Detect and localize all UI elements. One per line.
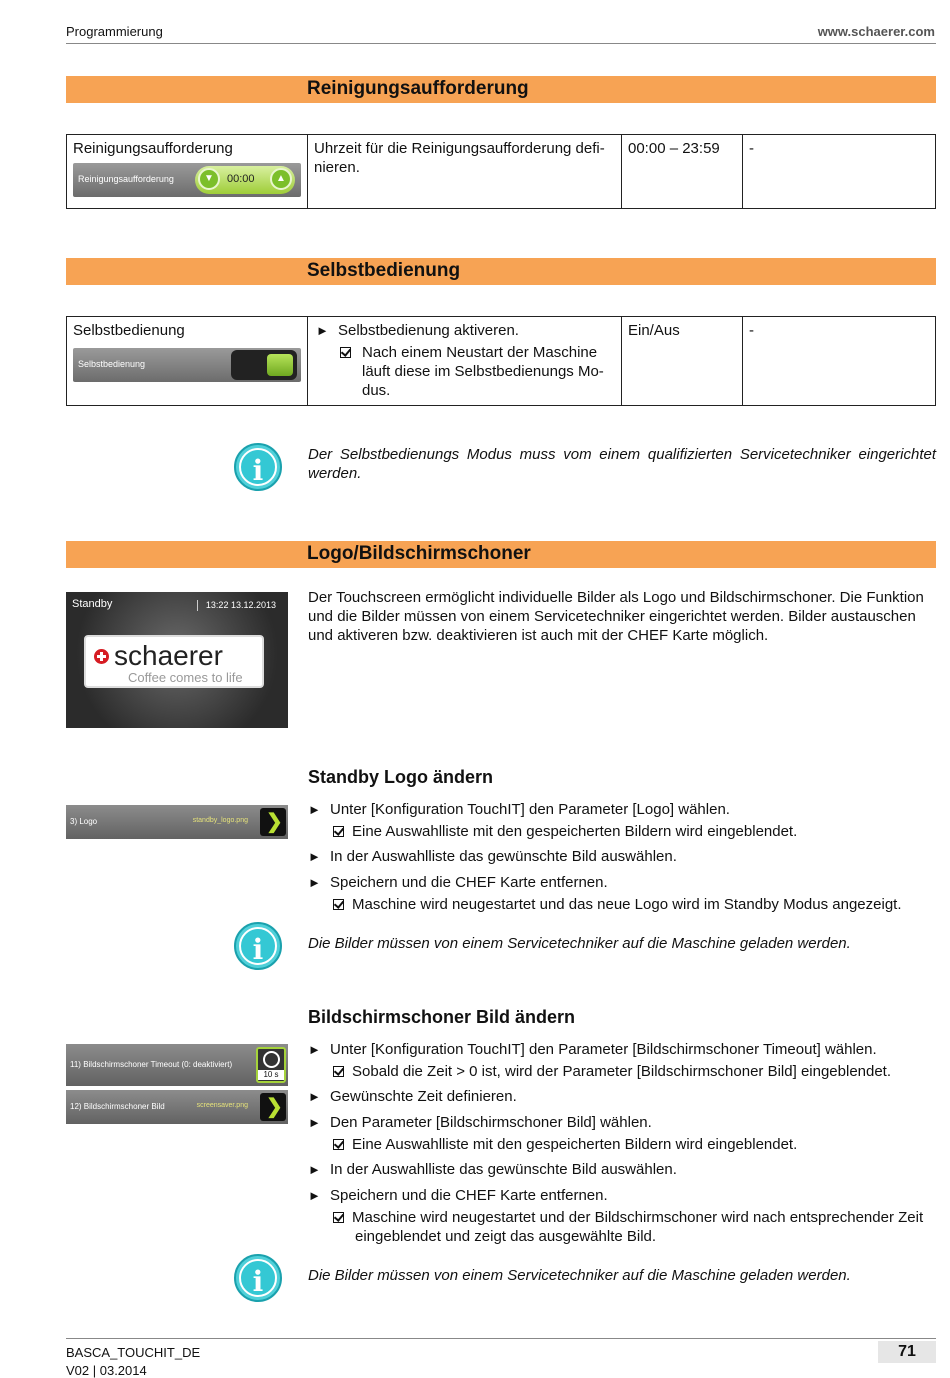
section-bar-cleaning	[66, 76, 936, 103]
result-text: Nach einem Neustart der Maschine läuft diese im Selbstbedienungs Mo-dus.	[362, 344, 604, 399]
triangle-right-icon: ►	[308, 1188, 321, 1203]
param-name-cell	[67, 317, 308, 406]
time-stepper[interactable]	[195, 166, 295, 194]
checkbox-checked-icon	[333, 1212, 344, 1223]
step-text: Speichern und die CHEF Karte entfernen.	[330, 1187, 608, 1204]
step-item	[308, 1040, 877, 1059]
checkbox-checked-icon	[333, 1066, 344, 1077]
logo-intro-text: Der Touchscreen ermöglicht individuelle Bilder als Logo und Bildschirmschoner. Die Funktion und die Bilder müssen von einem Servicetechniker eingerichtet werden. Bilder austauschen und aktiveren bzw. deaktivieren ist auch mit der CHEF Karte möglich.	[308, 589, 924, 644]
chevron-right-icon[interactable]: ❯	[260, 1093, 286, 1121]
cleaning-parameter-table	[66, 134, 936, 209]
triangle-right-icon: ►	[308, 849, 321, 864]
widget-label: Reinigungsaufforderung	[78, 174, 174, 184]
step-text: Speichern und die CHEF Karte entfernen.	[330, 874, 608, 891]
logo-brand: schaerer	[114, 640, 223, 671]
widget-label: Selbstbedienung	[78, 359, 146, 369]
triangle-right-icon: ►	[308, 875, 321, 890]
logo-parameter-widget[interactable]	[66, 805, 288, 839]
param-name: Selbstbedienung	[73, 322, 185, 339]
step-item	[308, 800, 730, 819]
standby-logo-heading: Standby Logo ändern	[308, 767, 494, 787]
step-item	[314, 321, 615, 340]
self-service-parameter-table	[66, 316, 936, 406]
self-service-widget	[73, 348, 301, 382]
result-item	[333, 1062, 891, 1081]
section-title-logo: Logo/Bildschirmschoner	[307, 543, 531, 564]
param-description: Uhrzeit für die Reinigungsaufforderung defi-nieren.	[308, 135, 622, 209]
timer-icon[interactable]	[256, 1047, 286, 1083]
result-text: Eine Auswahlliste mit den gespeicherten Bildern wird eingeblendet.	[352, 823, 798, 840]
result-item	[314, 343, 615, 400]
decrease-icon[interactable]: ▼	[198, 168, 220, 190]
chevron-right-icon[interactable]: ❯	[260, 808, 286, 836]
param-range: 00:00 – 23:59	[622, 135, 743, 209]
step-text: In der Auswahlliste das gewünschte Bild auswählen.	[330, 1161, 677, 1178]
table-row	[67, 317, 936, 406]
step-text: Unter [Konfiguration TouchIT] den Parameter [Bildschirmschoner Timeout] wählen.	[330, 1041, 877, 1058]
triangle-right-icon: ►	[308, 1162, 321, 1177]
checkbox-checked-icon	[333, 826, 344, 837]
section-title-self-service: Selbstbedienung	[307, 260, 461, 281]
dial-icon	[263, 1051, 280, 1068]
result-text: Eine Auswahlliste mit den gespeicherten Bildern wird eingeblendet.	[352, 1136, 798, 1153]
result-item	[333, 1208, 923, 1227]
footer-divider	[66, 1338, 936, 1339]
self-service-note: Der Selbstbedienungs Modus muss vom einem qualifizierten Servicetechniker eingerichtet werden.	[308, 446, 936, 482]
screensaver-note: Die Bilder müssen von einem Servicetechniker auf die Maschine geladen werden.	[308, 1267, 851, 1284]
step-text: In der Auswahlliste das gewünschte Bild auswählen.	[330, 848, 677, 865]
toggle-knob	[267, 354, 293, 376]
result-text: Sobald die Zeit > 0 ist, wird der Parameter [Bildschirmschoner Bild] eingeblendet.	[352, 1063, 892, 1080]
result-text-continued: eingeblendet und zeigt das ausgewählte Bild.	[355, 1228, 657, 1245]
step-item	[308, 1113, 652, 1132]
info-icon: i	[234, 1254, 282, 1302]
param-range: Ein/Aus	[622, 317, 743, 406]
widget-label: 11) Bildschirmschoner Timeout (0: deaktiviert)	[70, 1060, 233, 1069]
widget-label: 3) Logo	[70, 817, 98, 826]
step-text: Den Parameter [Bildschirmschoner Bild] wählen.	[330, 1114, 652, 1131]
step-item	[308, 1087, 517, 1106]
header-section: Programmierung	[66, 24, 163, 39]
timeout-value: 10 s	[258, 1070, 284, 1080]
table-row	[67, 135, 936, 209]
cleaning-time-widget	[73, 163, 301, 197]
info-icon: i	[234, 922, 282, 970]
widget-label: 12) Bildschirmschoner Bild	[70, 1102, 165, 1111]
step-item	[308, 847, 677, 866]
footer-doc-id: BASCA_TOUCHIT_DE	[66, 1345, 201, 1360]
widget-value: standby_logo.png	[192, 817, 248, 824]
triangle-right-icon: ►	[308, 1115, 321, 1130]
checkbox-checked-icon	[340, 347, 351, 358]
result-text: Maschine wird neugestartet und das neue Logo wird im Standby Modus angezeigt.	[352, 896, 902, 913]
header-divider	[66, 43, 936, 44]
schaerer-logo	[84, 635, 264, 688]
param-default: -	[743, 317, 936, 406]
swiss-cross-icon	[94, 649, 109, 664]
step-text: Selbstbedienung aktiveren.	[338, 322, 519, 339]
step-item	[308, 1160, 677, 1179]
param-default: -	[743, 135, 936, 209]
result-item	[333, 895, 902, 914]
step-item	[308, 873, 608, 892]
increase-icon[interactable]: ▲	[270, 168, 292, 190]
checkbox-checked-icon	[333, 1139, 344, 1150]
triangle-right-icon: ►	[316, 323, 329, 338]
logo-slogan: Coffee comes to life	[128, 670, 243, 685]
footer-version: V02 | 03.2014	[66, 1363, 147, 1378]
result-item	[333, 1135, 797, 1154]
standby-logo-note: Die Bilder müssen von einem Servicetechniker auf die Maschine geladen werden.	[308, 935, 851, 952]
param-name-cell	[67, 135, 308, 209]
header-website[interactable]: www.schaerer.com	[817, 24, 935, 39]
section-bar-logo	[66, 541, 936, 568]
standby-screen-image	[66, 592, 288, 728]
section-bar-self-service	[66, 258, 936, 285]
screensaver-heading: Bildschirmschoner Bild ändern	[308, 1007, 576, 1027]
self-service-toggle[interactable]	[231, 350, 297, 380]
screensaver-timeout-widget[interactable]	[66, 1044, 288, 1086]
widget-value: screensaver.png	[196, 1102, 248, 1109]
standby-label: Standby	[72, 598, 113, 610]
triangle-right-icon: ►	[308, 1042, 321, 1057]
step-text: Gewünschte Zeit definieren.	[330, 1088, 517, 1105]
page-number: 71	[878, 1341, 936, 1363]
step-item	[308, 1186, 608, 1205]
param-name: Reinigungsaufforderung	[73, 140, 233, 157]
checkbox-checked-icon	[333, 899, 344, 910]
triangle-right-icon: ►	[308, 802, 321, 817]
section-title-cleaning: Reinigungsaufforderung	[307, 78, 529, 99]
standby-datetime: 13:22 13.12.2013	[197, 600, 276, 611]
time-value: 00:00	[227, 173, 255, 185]
triangle-right-icon: ►	[308, 1089, 321, 1104]
step-text: Unter [Konfiguration TouchIT] den Parameter [Logo] wählen.	[330, 801, 730, 818]
info-icon: i	[234, 443, 282, 491]
screensaver-image-widget[interactable]	[66, 1090, 288, 1124]
result-item	[333, 822, 797, 841]
result-text: Maschine wird neugestartet und der Bildschirmschoner wird nach entsprechender Zeit	[352, 1209, 924, 1226]
param-description-cell	[308, 317, 622, 406]
